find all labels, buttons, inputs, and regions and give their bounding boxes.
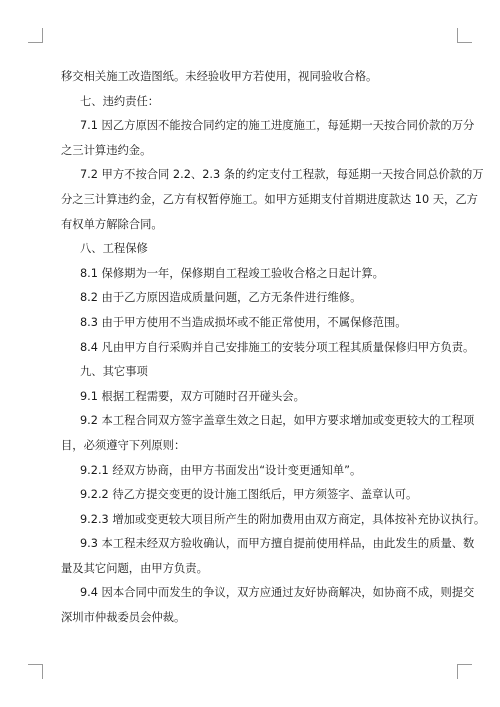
document-line: 7.2 甲方不按合同 2.2、2.3 条的约定支付工程款，每延期一天按合同总价款的万: [80, 168, 484, 182]
document-line: 目，必须遵守下列原则：: [61, 438, 186, 452]
document-line: 有权单方解除合同。: [61, 217, 163, 231]
document-line: 七、违约责任：: [80, 94, 160, 108]
document-line: 9.2.2 待乙方提交变更的设计施工图纸后，甲方须签字、盖章认可。: [80, 488, 418, 502]
document-line: 9.4 因本合同中而发生的争议，双方应通过友好协商解决，如协商不成，则提交: [80, 586, 475, 600]
document-line: 9.1 根据工程需要，双方可随时召开碰头会。: [80, 389, 305, 403]
crop-mark-bottom-left: [28, 664, 43, 679]
document-line: 量及其它问题，由甲方负责。: [61, 561, 208, 575]
document-line: 8.3 由于甲方使用不当造成损坏或不能正常使用，不属保修范围。: [80, 315, 407, 329]
crop-mark-bottom-right: [457, 664, 472, 679]
document-line: 之三计算违约金。: [61, 143, 152, 157]
document-line: 移交相关施工改造图纸。未经验收甲方若使用，视同验收合格。: [61, 70, 378, 83]
document-line: 7.1 因乙方原因不能按合同约定的施工进度施工，每延期一天按合同价款的万分: [80, 119, 475, 133]
document-line: 9.2 本工程合同双方签字盖章生效之日起，如甲方要求增加或变更较大的工程项: [80, 414, 475, 428]
document-line: 8.2 由于乙方原因造成质量问题，乙方无条件进行维修。: [80, 291, 362, 305]
document-line: 九、其它事项: [80, 365, 148, 379]
document-line: 8.1 保修期为一年，保修期自工程竣工验收合格之日起计算。: [80, 266, 384, 280]
document-line: 八、工程保修: [80, 242, 148, 256]
document-line: 深圳市仲裁委员会仲裁。: [61, 611, 186, 625]
document-line: 分之三计算违约金，乙方有权暂停施工。如甲方延期支付首期进度款达 10 天，乙方: [61, 192, 478, 206]
crop-mark-top-right: [457, 28, 472, 43]
document-line: 9.2.3 增加或变更较大项目所产生的附加费用由双方商定，具体按补充协议执行。: [80, 512, 486, 526]
document-body: [61, 65, 486, 631]
document-line: 9.2.1 经双方协商，由甲方书面发出“设计变更通知单”。: [80, 463, 362, 477]
document-line: 9.3 本工程未经双方验收确认，而甲方擅自提前使用样品，由此发生的质量、数: [80, 537, 475, 551]
crop-mark-top-left: [28, 28, 43, 43]
document-line: 8.4 凡由甲方自行采购并自己安排施工的安装分项工程其质量保修归甲方负责。: [80, 340, 475, 354]
